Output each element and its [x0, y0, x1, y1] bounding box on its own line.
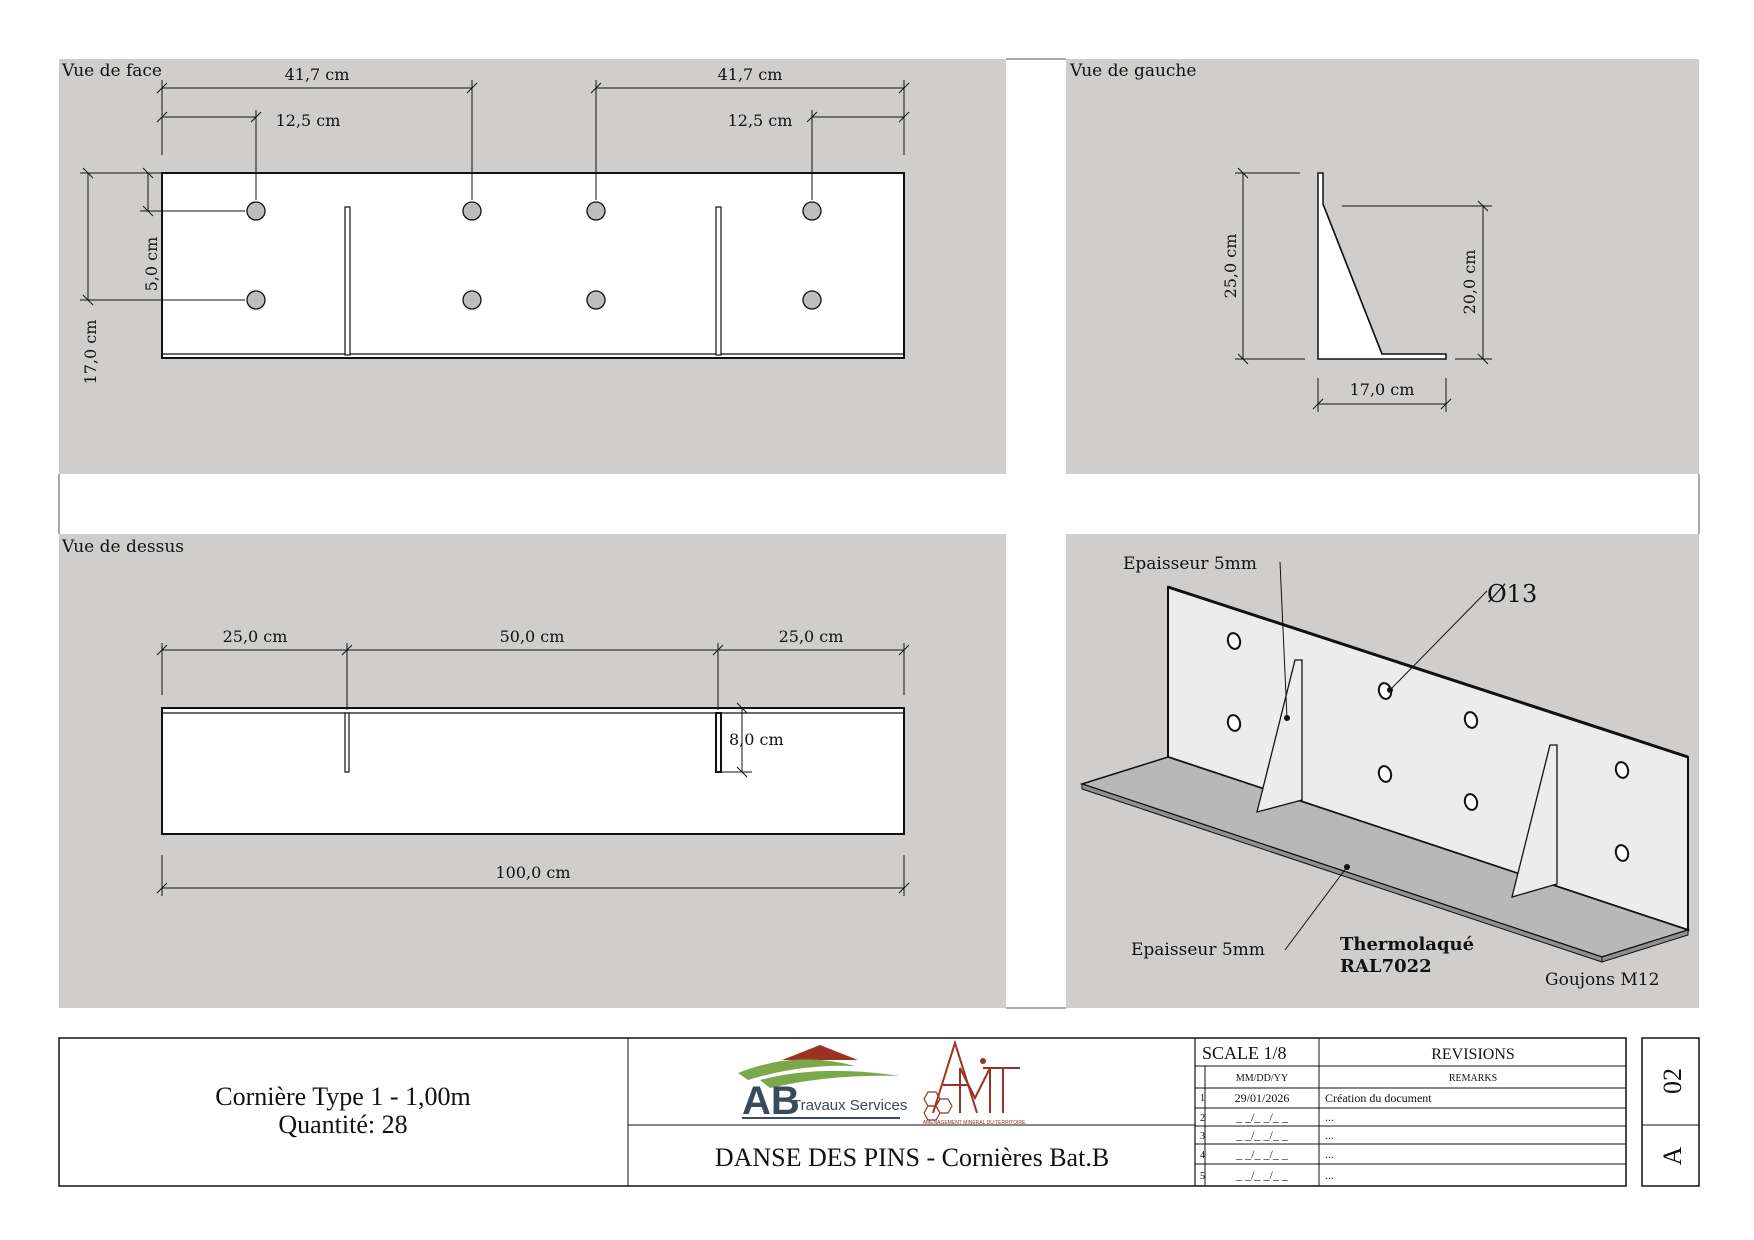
- revision-remark: ...: [1325, 1128, 1334, 1142]
- revision-number: 4: [1200, 1150, 1205, 1161]
- hole: [803, 202, 821, 220]
- hole: [587, 291, 605, 309]
- iso-ral-label: RAL7022: [1340, 956, 1432, 977]
- amt-logo-subtitle: AMÉNAGEMENT MINÉRAL DU TERRITOIRE: [922, 1120, 1026, 1126]
- hole: [587, 202, 605, 220]
- revision-row-1: [1200, 1091, 1432, 1105]
- iso-finish-label: Thermolaqué: [1340, 934, 1475, 955]
- title-block: [59, 1038, 1699, 1186]
- top-dim-gusset-depth: 8,0 cm: [729, 730, 784, 749]
- scale-label: SCALE 1/8: [1202, 1043, 1287, 1063]
- left-view-label: Vue de gauche: [1070, 61, 1197, 81]
- date-column-header: MM/DD/YY: [1235, 1073, 1289, 1084]
- top-gusset-left: [345, 713, 349, 772]
- front-dim-edge-left: 12,5 cm: [275, 111, 341, 130]
- revision-date: _ _/_ _/_ _: [1236, 1128, 1288, 1142]
- ab-logo-subtitle: Travaux Services: [792, 1097, 908, 1114]
- sheet-number: 02: [1658, 1068, 1687, 1094]
- top-dim-right: 25,0 cm: [778, 627, 844, 646]
- top-plate: [162, 708, 904, 834]
- top-dim-middle: 50,0 cm: [499, 627, 565, 646]
- front-view-label: Vue de face: [62, 61, 162, 81]
- hole: [247, 291, 265, 309]
- revision-date: 29/01/2026: [1234, 1091, 1290, 1105]
- revision-row-3: [1200, 1128, 1334, 1142]
- project-title: DANSE DES PINS - Cornières Bat.B: [714, 1143, 1110, 1172]
- revision-row-5: [1200, 1168, 1334, 1182]
- iso-hole-diameter-label: Ø13: [1487, 580, 1538, 608]
- front-dim-hole-spacing: 17,0 cm: [81, 319, 100, 385]
- left-dim-depth: 17,0 cm: [1349, 380, 1415, 399]
- front-plate: [162, 173, 904, 358]
- hole: [247, 202, 265, 220]
- ab-logo-text: AB: [742, 1079, 800, 1123]
- revision-date: _ _/_ _/_ _: [1236, 1168, 1288, 1182]
- front-gusset-left: [345, 207, 350, 355]
- revision-number: 5: [1200, 1171, 1205, 1182]
- top-dim-left: 25,0 cm: [222, 627, 288, 646]
- front-dim-top-offset: 5,0 cm: [142, 236, 161, 292]
- front-gusset-right: [716, 207, 721, 355]
- front-dim-width-right: 41,7 cm: [717, 65, 783, 84]
- front-dim-edge-right: 12,5 cm: [727, 111, 793, 130]
- top-view-label: Vue de dessus: [62, 537, 185, 557]
- revision-remark: ...: [1325, 1168, 1334, 1182]
- iso-studs-label: Goujons M12: [1545, 970, 1660, 990]
- part-quantity: Quantité: 28: [278, 1110, 408, 1139]
- hole: [803, 291, 821, 309]
- revision-number: 3: [1200, 1131, 1205, 1142]
- front-dim-width-left: 41,7 cm: [284, 65, 350, 84]
- remarks-column-header: REMARKS: [1448, 1073, 1498, 1084]
- revision-row-4: [1200, 1147, 1334, 1161]
- revision-date: _ _/_ _/_ _: [1236, 1147, 1288, 1161]
- top-gusset-right: [716, 713, 721, 772]
- iso-thickness-top-label: Epaisseur 5mm: [1123, 554, 1257, 574]
- iso-thickness-bottom-label: Epaisseur 5mm: [1131, 940, 1265, 960]
- revision-number: 2: [1200, 1113, 1205, 1124]
- revisions-header: REVISIONS: [1431, 1046, 1515, 1063]
- revision-remark: ...: [1325, 1110, 1334, 1124]
- part-name: Cornière Type 1 - 1,00m: [215, 1082, 471, 1111]
- ab-travaux-logo: [738, 1045, 907, 1123]
- top-dim-total-length: 100,0 cm: [495, 863, 571, 882]
- hole: [463, 202, 481, 220]
- revision-number: 1: [1200, 1093, 1205, 1104]
- revision-row-2: [1200, 1110, 1334, 1124]
- sheet-revision: A: [1658, 1146, 1687, 1166]
- revision-remark: ...: [1325, 1147, 1334, 1161]
- left-dim-height: 25,0 cm: [1221, 233, 1240, 299]
- amt-logo: [923, 1043, 1026, 1126]
- left-dim-gusset-height: 20,0 cm: [1460, 249, 1479, 315]
- revision-remark: Création du document: [1325, 1091, 1432, 1105]
- hole: [463, 291, 481, 309]
- left-view-panel: [1066, 59, 1699, 474]
- revision-date: _ _/_ _/_ _: [1236, 1110, 1288, 1124]
